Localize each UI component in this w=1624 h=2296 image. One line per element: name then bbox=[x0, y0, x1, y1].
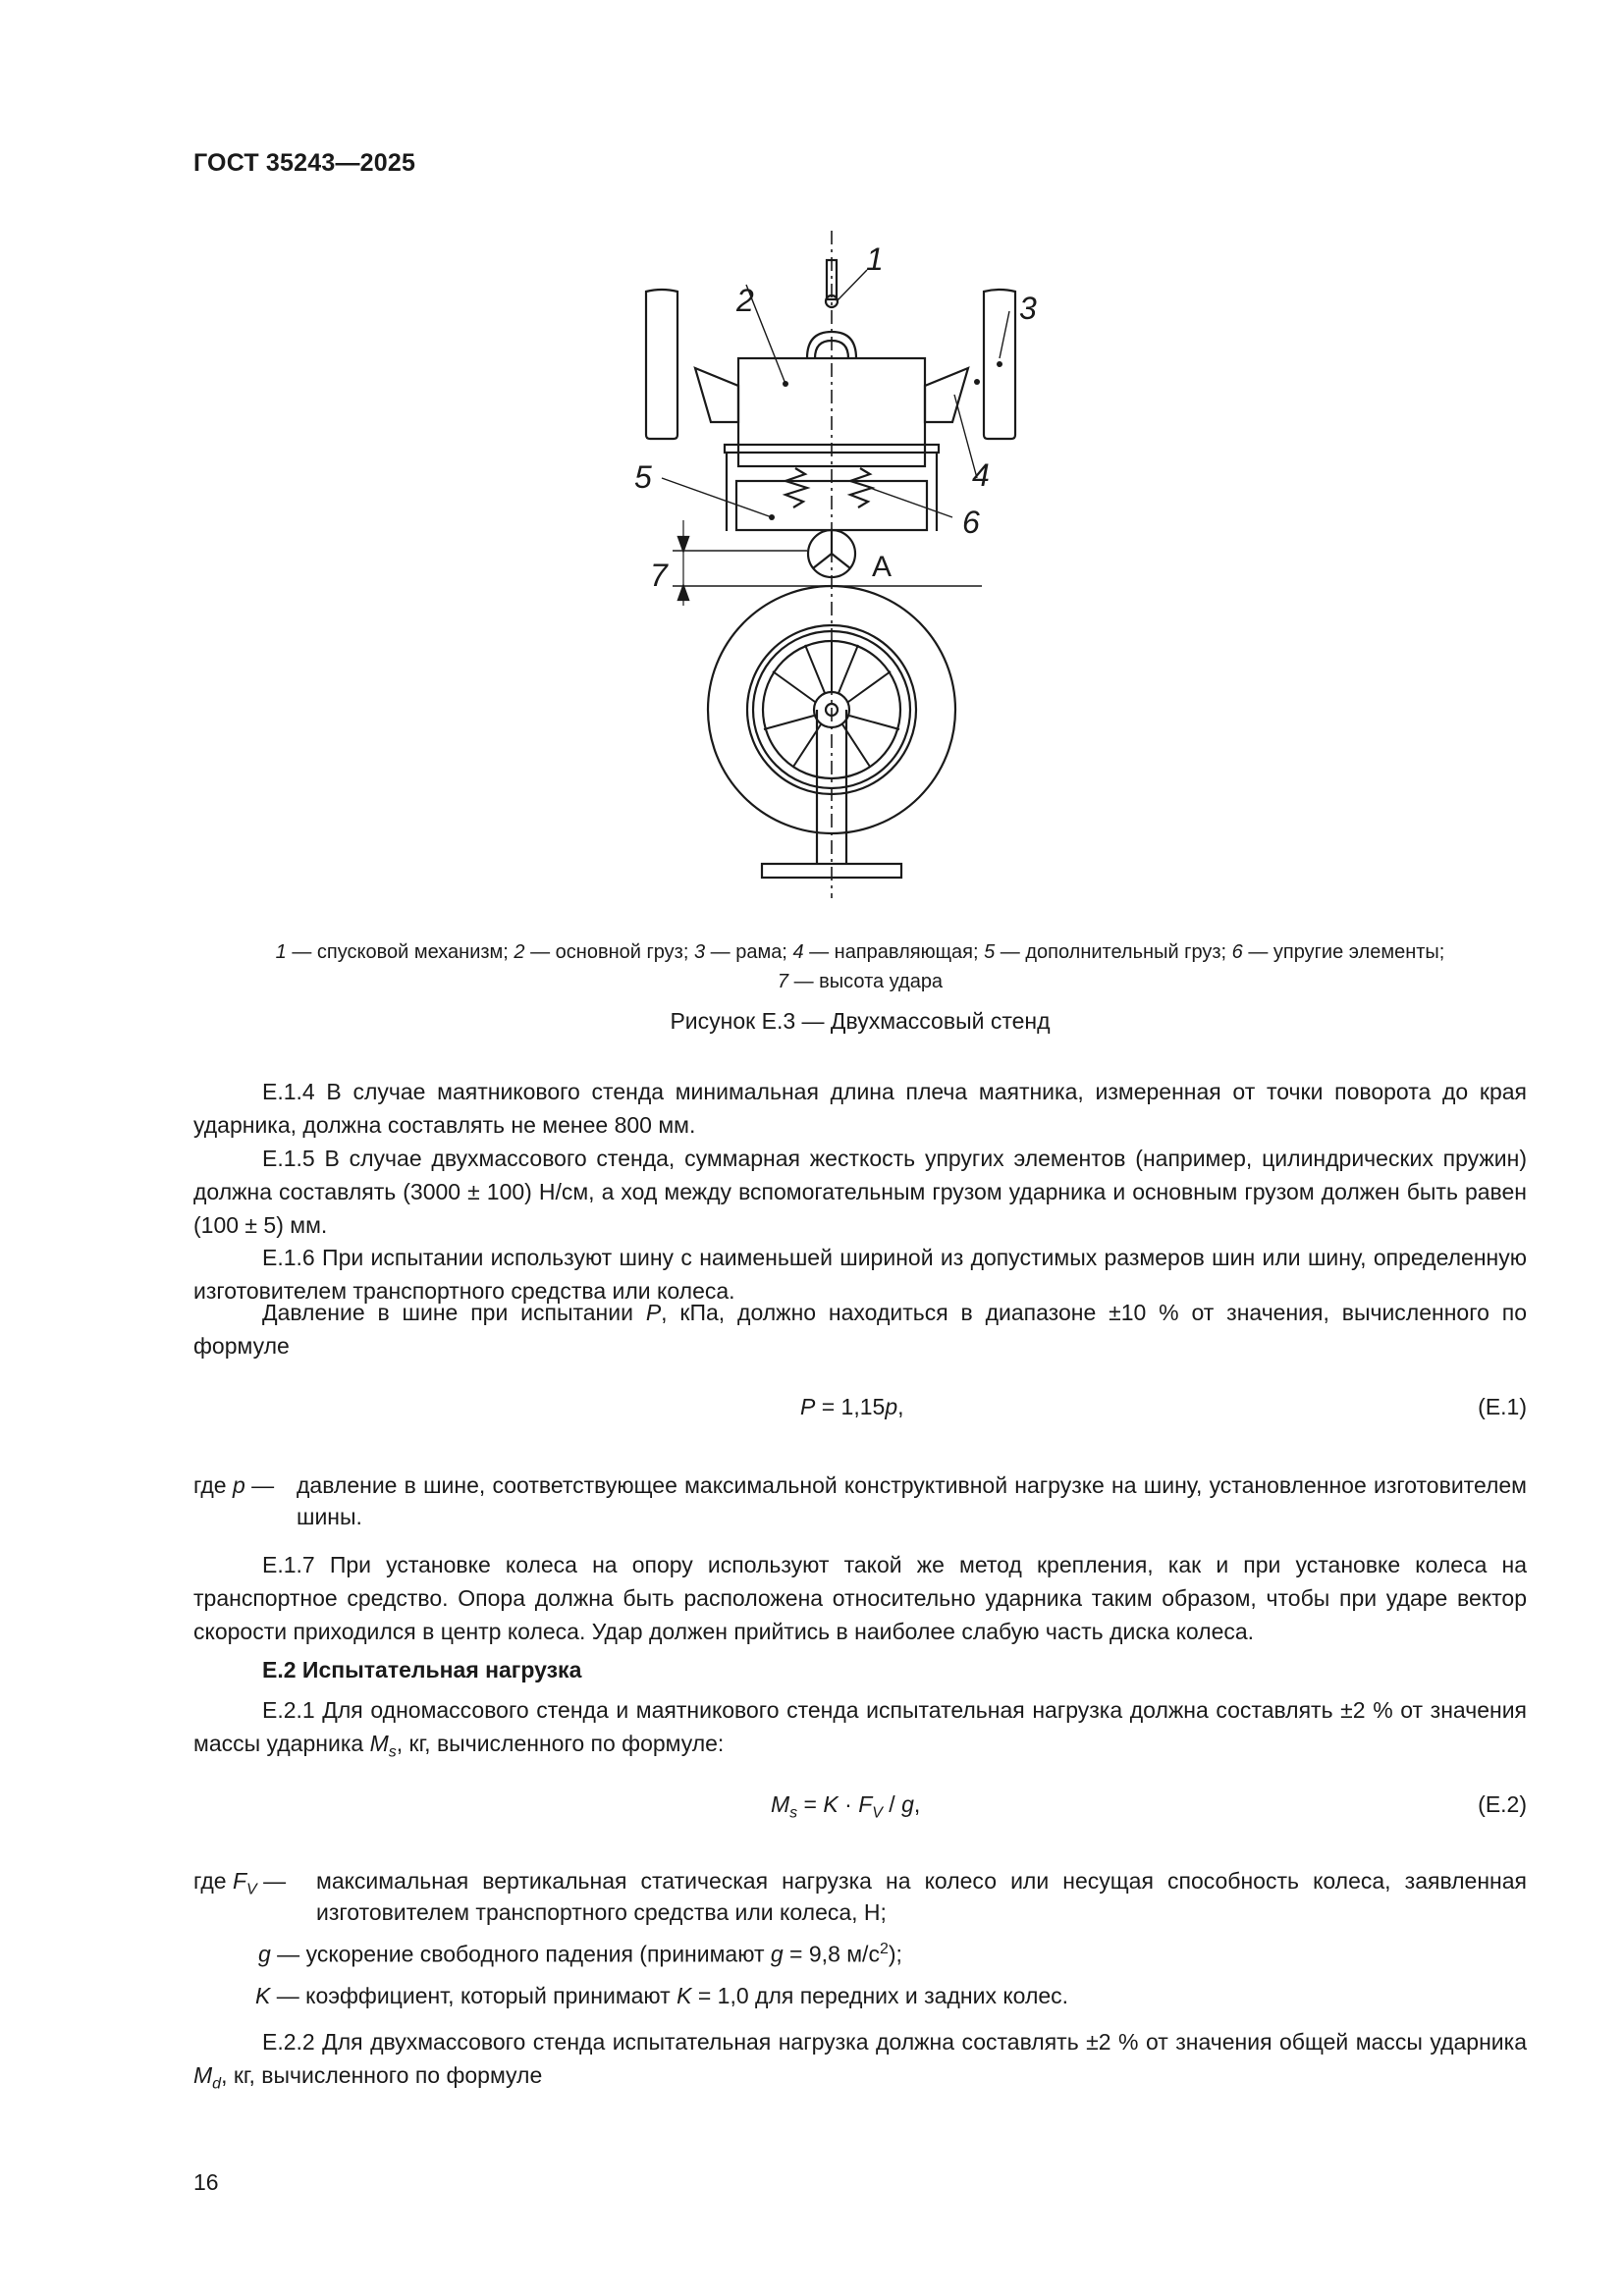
two-mass-stand-figure bbox=[589, 221, 1041, 908]
definition-g: g — ускорение свободного падения (принимают g = 9,8 $м/с^2$); bbox=[258, 1941, 902, 1967]
callout-6: 6 bbox=[962, 505, 980, 540]
callout-3: 3 bbox=[1019, 291, 1037, 326]
section-heading-e2: Е.2 Испытательная нагрузка bbox=[262, 1657, 582, 1682]
paragraph-e17: Е.1.7 При установке колеса на опору используют такой же метод крепления, как и при установке колеса на транспортное средство. Опора должна быть расположена относительно ударника таким образом, чтобы при ударе вектор скорости приходился в центр колеса. Удар должен прийтись в наиболее слабую часть диска колеса. bbox=[193, 1552, 1527, 1644]
callout-4: 4 bbox=[972, 457, 990, 493]
callout-a: A bbox=[872, 551, 893, 583]
page-number: 16 bbox=[193, 2169, 219, 2195]
paragraph-e16: Е.1.6 При испытании используют шину с наименьшей шириной из допустимых размеров шин или шину, определенную изготовителем транспортного средства или колеса. bbox=[193, 1245, 1527, 1304]
definition-fv: где $F_V$ — максимальная вертикальная статическая нагрузка на колесо или несущая способность колеса, заявленная изготовителем транспортного средства или колеса, Н; bbox=[193, 1868, 1527, 1925]
guide-right bbox=[925, 368, 968, 422]
legend-line-2: 7 — высота удара bbox=[777, 971, 944, 992]
figure-legend bbox=[193, 937, 1527, 996]
formula-e2-number: (Е.2) bbox=[1478, 1791, 1527, 1817]
paragraph-e14: Е.1.4 В случае маятникового стенда минимальная длина плеча маятника, измеренная от точки поворота до края ударника, должна составлять не менее 800 мм. bbox=[193, 1079, 1527, 1138]
callout-1: 1 bbox=[866, 241, 884, 277]
callout-5: 5 bbox=[634, 459, 652, 495]
spring-left bbox=[785, 468, 807, 507]
spring-right bbox=[850, 468, 872, 507]
figure-caption: Рисунок Е.3 — Двухмассовый стенд bbox=[670, 1008, 1051, 1034]
definition-k: K — коэффициент, который принимают K = 1,0 для передних и задних колес. bbox=[255, 1983, 1069, 2008]
paragraph-e15: Е.1.5 В случае двухмассового стенда, суммарная жесткость упругих элементов (например, цилиндрических пружин) должна составлять (3000 ± 100) Н/см, а ход между вспомогательным грузом ударника и основным грузом должен быть равен (100 ± 5) мм. bbox=[193, 1146, 1527, 1238]
paragraph-e22: Е.2.2 Для двухмассового стенда испытательная нагрузка должна составлять ±2 % от значения общей массы ударника $M_d$, кг, вычисленного по формуле bbox=[193, 2029, 1527, 2093]
callout-7: 7 bbox=[650, 558, 668, 593]
formula-e1-number: (Е.1) bbox=[1478, 1394, 1527, 1419]
callout-2: 2 bbox=[736, 283, 754, 318]
guide-left bbox=[695, 368, 738, 422]
paragraph-e21: Е.2.1 Для одномассового стенда и маятникового стенда испытательная нагрузка должна составлять ±2 % от значения массы ударника $M_s$, кг, вычисленного по формуле: bbox=[193, 1697, 1527, 1761]
paragraph-pressure: Давление в шине при испытании P, кПа, должно находиться в диапазоне ±10 % от значения, вычисленного по формуле bbox=[193, 1300, 1527, 1359]
legend-line-1: 1 — спусковой механизм; 2 — основной груз; 3 — рама; 4 — направляющая; 5 — дополнительный груз; 6 — упругие элементы; bbox=[275, 941, 1445, 963]
document-header: ГОСТ 35243—2025 bbox=[193, 149, 416, 177]
frame-left-post bbox=[646, 290, 677, 439]
definition-p: где p — давление в шине, соответствующее максимальной конструктивной нагрузке на шину, установленное изготовителем шины. bbox=[193, 1472, 1527, 1529]
